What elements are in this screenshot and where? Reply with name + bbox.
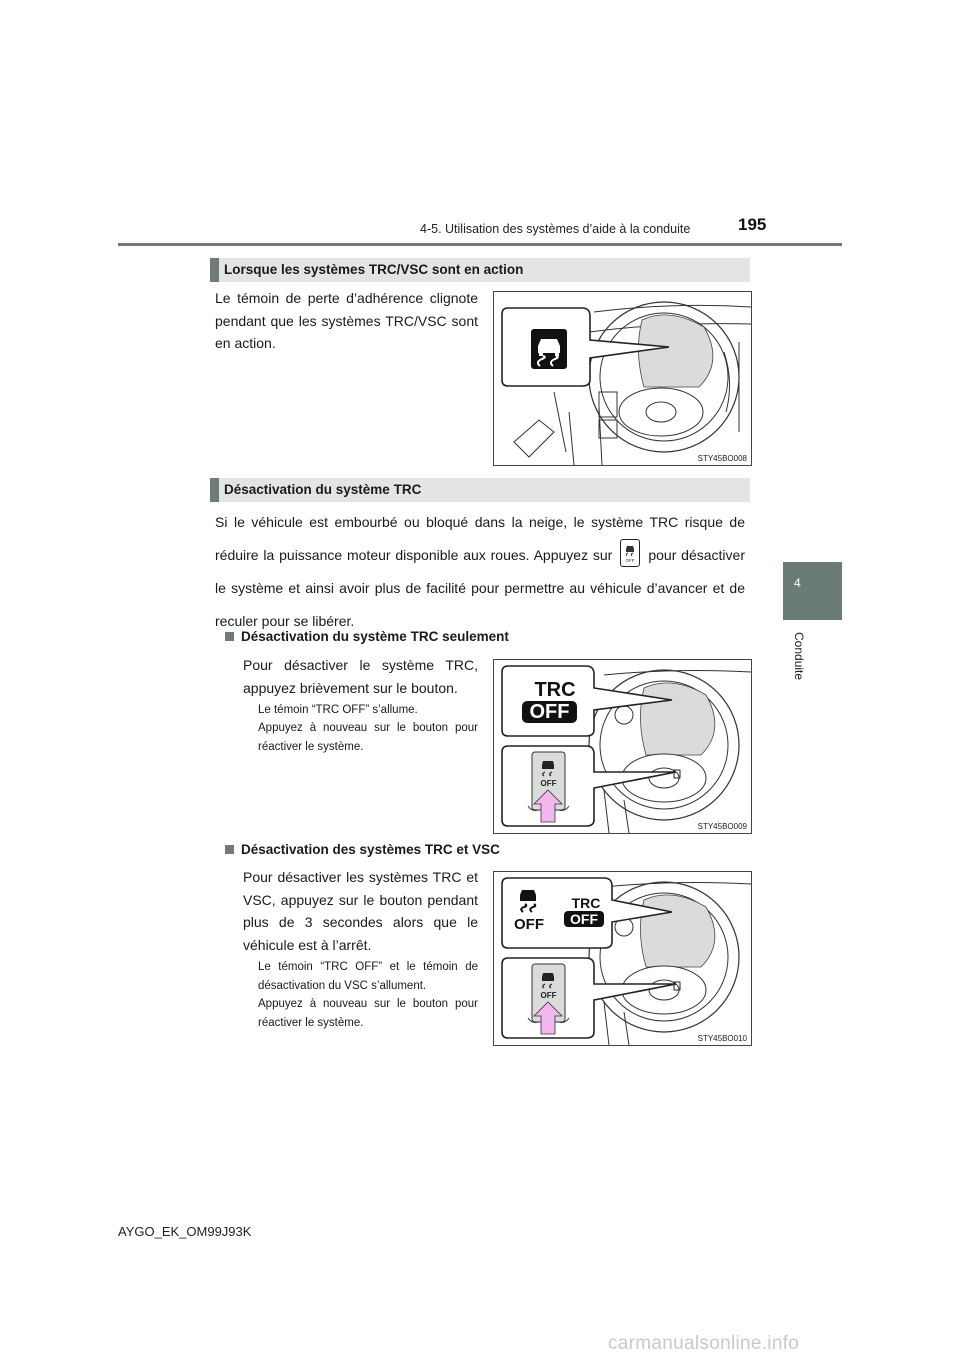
document-id: AYGO_EK_OM99J93K xyxy=(118,1224,252,1239)
chapter-label: Conduite xyxy=(792,632,806,681)
bullet-square-icon xyxy=(225,632,234,641)
note-1: Le témoin “TRC OFF” s’allume. xyxy=(258,704,418,716)
slip-indicator-icon xyxy=(531,329,567,369)
watermark: carmanualsonline.info xyxy=(608,1333,800,1354)
figure-trc-off xyxy=(493,659,752,834)
figure-slip-indicator xyxy=(493,291,752,466)
subsection-heading-trc-vsc: Désactivation des systèmes TRC et VSC xyxy=(225,842,500,857)
vsc-off-indicator: OFF xyxy=(514,916,544,933)
section-paragraph: Le témoin de perte d’adhérence clignote pendant que les systèmes TRC/VSC sont en action. xyxy=(215,290,478,351)
note-1: Le témoin “TRC OFF” et le témoin de désactivation du VSC s’allument. xyxy=(258,961,478,992)
figure-code: STY45BO009 xyxy=(697,822,747,831)
note-2: Appuyez à nouveau sur le bouton pour réactiver le système. xyxy=(258,998,478,1029)
paragraph-text: Si le véhicule est embourbé ou bloqué dans la neige, le système TRC risque de réduire la puissance moteur disponible aux roues. Appuyez sur xyxy=(215,514,745,563)
section-heading-trc-deactivation xyxy=(210,478,750,502)
section-paragraph xyxy=(215,506,745,638)
figure-code: STY45BO010 xyxy=(697,1034,747,1043)
chapter-tab[interactable] xyxy=(783,562,842,620)
chapter-number: 4 xyxy=(794,576,801,590)
figure-trc-vsc-off xyxy=(493,871,752,1046)
trc-label: TRC xyxy=(571,895,601,911)
header-section-title: 4-5. Utilisation des systèmes d’aide à la conduite xyxy=(420,222,691,236)
bullet-square-icon xyxy=(225,845,234,854)
section-heading-trc-vsc-action xyxy=(210,258,750,282)
header-divider xyxy=(118,243,842,246)
vsc-off-button-icon xyxy=(620,539,640,567)
trc-label: TRC xyxy=(534,679,576,701)
subsection-heading-trc-only: Désactivation du système TRC seulement xyxy=(225,629,509,644)
subsection-paragraph: Pour désactiver les systèmes TRC et VSC, appuyez sur le bouton pendant plus de 3 secondes alors que le véhicule est à l’arrêt. xyxy=(243,869,478,953)
section-title: Lorsque les systèmes TRC/VSC sont en action xyxy=(224,262,524,277)
note-2: Appuyez à nouveau sur le bouton pour réactiver le système. xyxy=(258,722,478,753)
paragraph-text: pour désactiver le système et ainsi avoir plus de facilité pour permettre au véhicule d’avancer et de reculer pour se libérer. xyxy=(215,547,745,629)
subsection-paragraph: Pour désactiver le système TRC, appuyez brièvement sur le bouton. xyxy=(243,657,478,696)
figure-code: STY45BO008 xyxy=(697,454,747,463)
page-number: 195 xyxy=(738,215,767,234)
trc-off-indicator: OFF xyxy=(564,911,604,927)
off-button-label: OFF xyxy=(540,991,557,1000)
section-title: Désactivation du système TRC xyxy=(224,482,422,497)
svg-text:OFF: OFF xyxy=(625,558,635,564)
trc-off-indicator: OFF xyxy=(522,701,577,723)
off-button-label: OFF xyxy=(540,779,557,788)
